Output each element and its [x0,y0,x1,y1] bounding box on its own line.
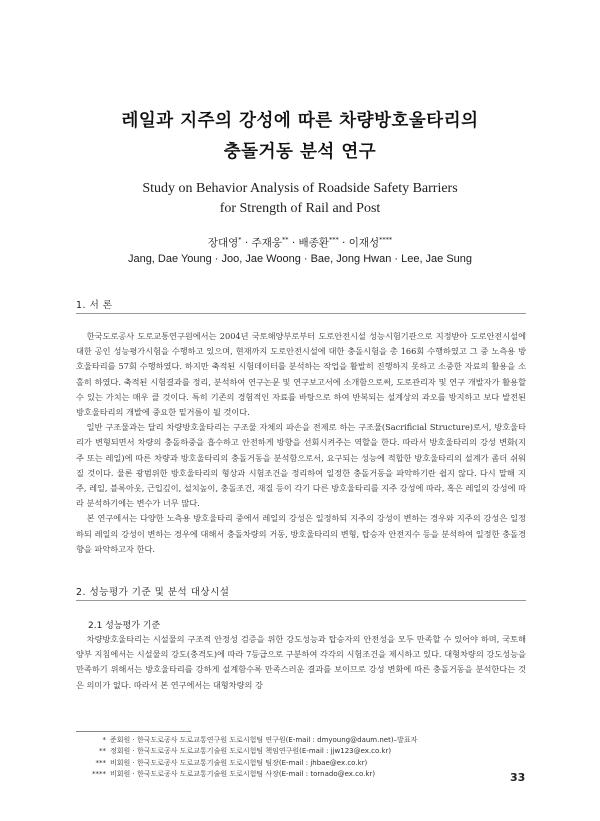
footnote-mark: ** [99,747,106,756]
footnote [80,746,530,757]
author-mark: ** [281,235,289,244]
title-korean-line-1: 레일과 지주의 강성에 따른 차량방호울타리의 [121,111,479,131]
footnote [80,735,530,746]
authors-english: Jang, Dae Young · Joo, Jae Woong · Bae, Jong Hwan · Lee, Jae Sung [127,253,473,265]
title-korean-line-2: 충돌거동 분석 연구 [223,142,377,162]
footnote-mark: *** [95,758,106,767]
criteria-body [76,632,526,693]
author-mark: * [238,235,242,244]
title-english-line-2: for Strength of Rail and Post [219,201,381,216]
footnote-text: 준회원 · 한국도로공사 도로교통연구원 도로시험팀 연구원(E-mail : dmyoung@daum.net)–발표자 [110,736,418,744]
subsection-heading: 2.1 성능평가 기준 [88,621,161,631]
section-heading-introduction: 1. 서 론 [76,300,113,311]
section-divider [76,313,526,314]
author-name: 장대영 [207,237,239,249]
footnote [80,758,530,769]
paragraph: 차량방호울타리는 시설물의 구조적 안정성 검증을 위한 강도성능과 탑승자의 안전성을 모두 만족할 수 있어야 하며, 국토해양부 지침에서는 시설물의 강도(충격도)에 따라 7등급으로 구분하여 각각의 시험조건을 제시하고 있다. 대형차량의 강도성능을 만족하기 위해서는 방호울타리를 강하게 설계함수록 만족스러운 결과를 보이므로 강성 변화에 따른 충돌거동을 분석한다는 것은 의미가 없다. 따라서 본 연구에서는 대형차량의 강 [76,634,526,690]
paragraph: 한국도로공사 도로교통연구원에서는 2004년 국토해양부로부터 도로안전시설 성능시험기관으로 지정받아 도로안전시설에 대한 공인 성능평가시험을 수행하고 있으며, 현재까지 도로안전시설에 대한 충돌시험을 총 166회 수행하였고 그 중 노측용 방호울타리를 57회 수행하였다. 하지만 축적된 시험데이터를 분석하는 작업을 활발히 진행하지 못하고 소중한 자료의 활용을 소홀히 하였다. 축적된 시험결과를 정리, 분석하여 연구논문 및 연구보고서에 소개함으로써, 도로관리자 및 연구 개발자가 활용할 수 있는 가치는 매우 클 것이다. 특히 기존의 경험적인 자료를 바탕으로 하여 반복되는 설계상의 과오를 방지하고 보다 발전된 방호울타리의 개발에 중요한 밑거름이 될 것이다. [76,331,526,418]
paragraph: 일반 구조물과는 달리 차량방호울타리는 구조물 자체의 파손을 전제로 하는 구조물(Sacrificial Structure)로서, 방호울타리가 변형되면서 차량의 충돌하중을 흡수하고 안전하게 방향을 선회시켜주는 역할을 한다. 따라서 방호울타리의 강성 변화(지주 또는 레일)에 따른 차량과 방호울타리의 충돌거동을 분석함으로서, 요구되는 성능에 적합한 방호울타리의 설계가 좀더 쉬워질 것이다. 물론 광범위한 방호울타리의 형상과 시험조건을 정리하여 일정한 충돌거동을 파악하기란 쉽지 않다. 다시 말해 지주, 레일, 블록아웃, 근입깊이, 설치높이, 충돌조건, 재질 등이 각기 다른 방호울타리를 지주 강성에 따라, 혹은 레일의 강성에 따라 분석하기에는 변수가 너무 많다. [76,422,527,509]
author-mark: *** [328,235,339,244]
author-separator: · [342,237,346,249]
footnote-text: 비회원 · 한국도로공사 도로교통기술원 도로시험팀 사장(E-mail : tornado@ex.co.kr) [110,770,376,779]
footnote-divider [76,731,191,732]
authors-korean [0,235,600,250]
footnote-mark: **** [92,770,106,779]
paragraph: 본 연구에서는 다양한 노측용 방호울타리 중에서 레일의 강성은 일정하되 지주의 강성이 변하는 경우와 지주의 강성은 일정하되 레일의 강성이 변하는 경우에 대해서 충돌차량의 거동, 방호울타리의 변형, 탑승자 안전지수 등을 분석하여 일정한 충돌경향을 파악하고자 한다. [76,513,526,554]
author-name: 배종환 [298,237,329,249]
title-english-line-1: Study on Behavior Analysis of Roadside Safety Barriers [142,181,458,196]
section-heading-criteria: 2. 성능평가 기준 및 분석 대상시설 [76,587,230,598]
author-name: 주재웅 [251,237,282,249]
introduction-body [76,329,526,557]
footnote [80,769,530,780]
author-separator: · [244,237,249,249]
footnotes [80,735,530,781]
author-mark: **** [379,235,393,244]
footnote-text: 비회원 · 한국도로공사 도로교통기술원 도로시험팀 팀장(E-mail : jhbae@ex.co.kr) [110,758,368,767]
section-divider [76,600,526,601]
author-name: 이재성 [348,237,380,249]
footnote-text: 정회원 · 한국도로공사 도로교통기술원 도로시험팀 책임연구원(E-mail : jjw123@ex.co.kr) [110,747,392,756]
author-separator: · [291,237,296,249]
page-number: 33 [510,771,526,784]
footnote-mark: * [102,736,106,744]
